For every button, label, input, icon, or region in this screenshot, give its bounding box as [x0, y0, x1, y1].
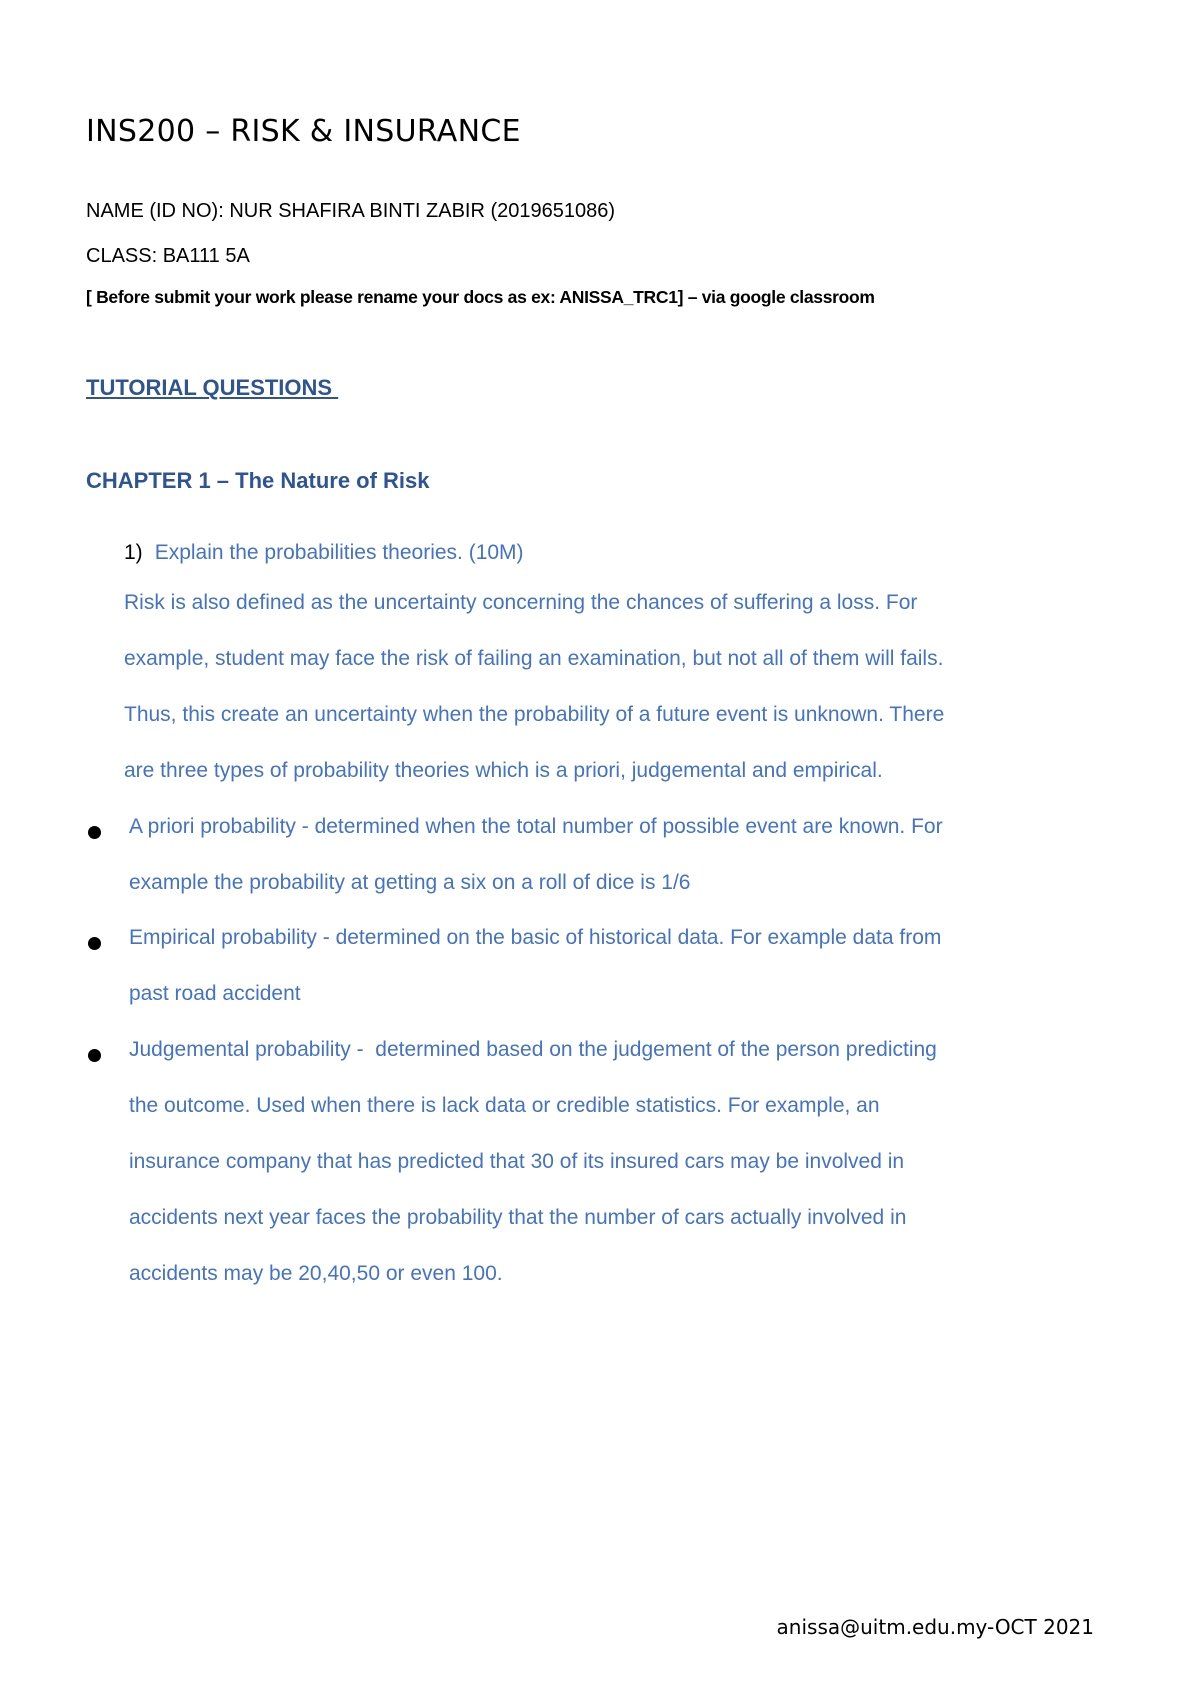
bullet-judgemental-line: the outcome. Used when there is lack data or credible statistics. For example, an [129, 1094, 880, 1117]
student-name-line: NAME (ID NO): NUR SHAFIRA BINTI ZABIR (2019651086) [86, 200, 616, 222]
bullet-a-priori-line: A priori probability - determined when the total number of possible event are known. For [129, 815, 943, 838]
answer-line: Risk is also defined as the uncertainty concerning the chances of suffering a loss. For [124, 591, 918, 614]
answer-line: Thus, this create an uncertainty when the probability of a future event is unknown. There [124, 703, 945, 726]
bullet-judgemental-line: accidents next year faces the probability that the number of cars actually involved in [129, 1206, 907, 1229]
question-number: 1) [124, 541, 143, 564]
submission-note: [ Before submit your work please rename your docs as ex: ANISSA_TRC1] – via google classroom [86, 287, 875, 307]
answer-line: are three types of probability theories which is a priori, judgemental and empirical. [124, 759, 883, 782]
bullet-dot-icon [88, 937, 101, 950]
page-footer: anissa@uitm.edu.my-OCT 2021 [776, 1615, 1094, 1639]
chapter-heading: CHAPTER 1 – The Nature of Risk [86, 468, 430, 493]
bullet-dot-icon [88, 1049, 101, 1062]
bullet-judgemental-line: Judgemental probability - determined based on the judgement of the person predicting [129, 1038, 937, 1061]
bullet-empirical-line: Empirical probability - determined on the basic of historical data. For example data from [129, 926, 942, 949]
bullet-judgemental-line: accidents may be 20,40,50 or even 100. [129, 1262, 503, 1285]
answer-line: example, student may face the risk of failing an examination, but not all of them will fails. [124, 647, 944, 670]
question-text: Explain the probabilities theories. (10M) [154, 541, 524, 564]
bullet-dot-icon [88, 826, 101, 839]
question-item [124, 541, 524, 565]
class-line: CLASS: BA111 5A [86, 245, 250, 267]
document-title: INS200 – RISK & INSURANCE [86, 114, 521, 149]
bullet-judgemental-line: insurance company that has predicted that 30 of its insured cars may be involved in [129, 1150, 905, 1173]
bullet-a-priori-line: example the probability at getting a six on a roll of dice is 1/6 [129, 871, 691, 894]
section-heading-tutorial-questions: TUTORIAL QUESTIONS [86, 375, 339, 400]
bullet-empirical-line: past road accident [129, 982, 301, 1005]
